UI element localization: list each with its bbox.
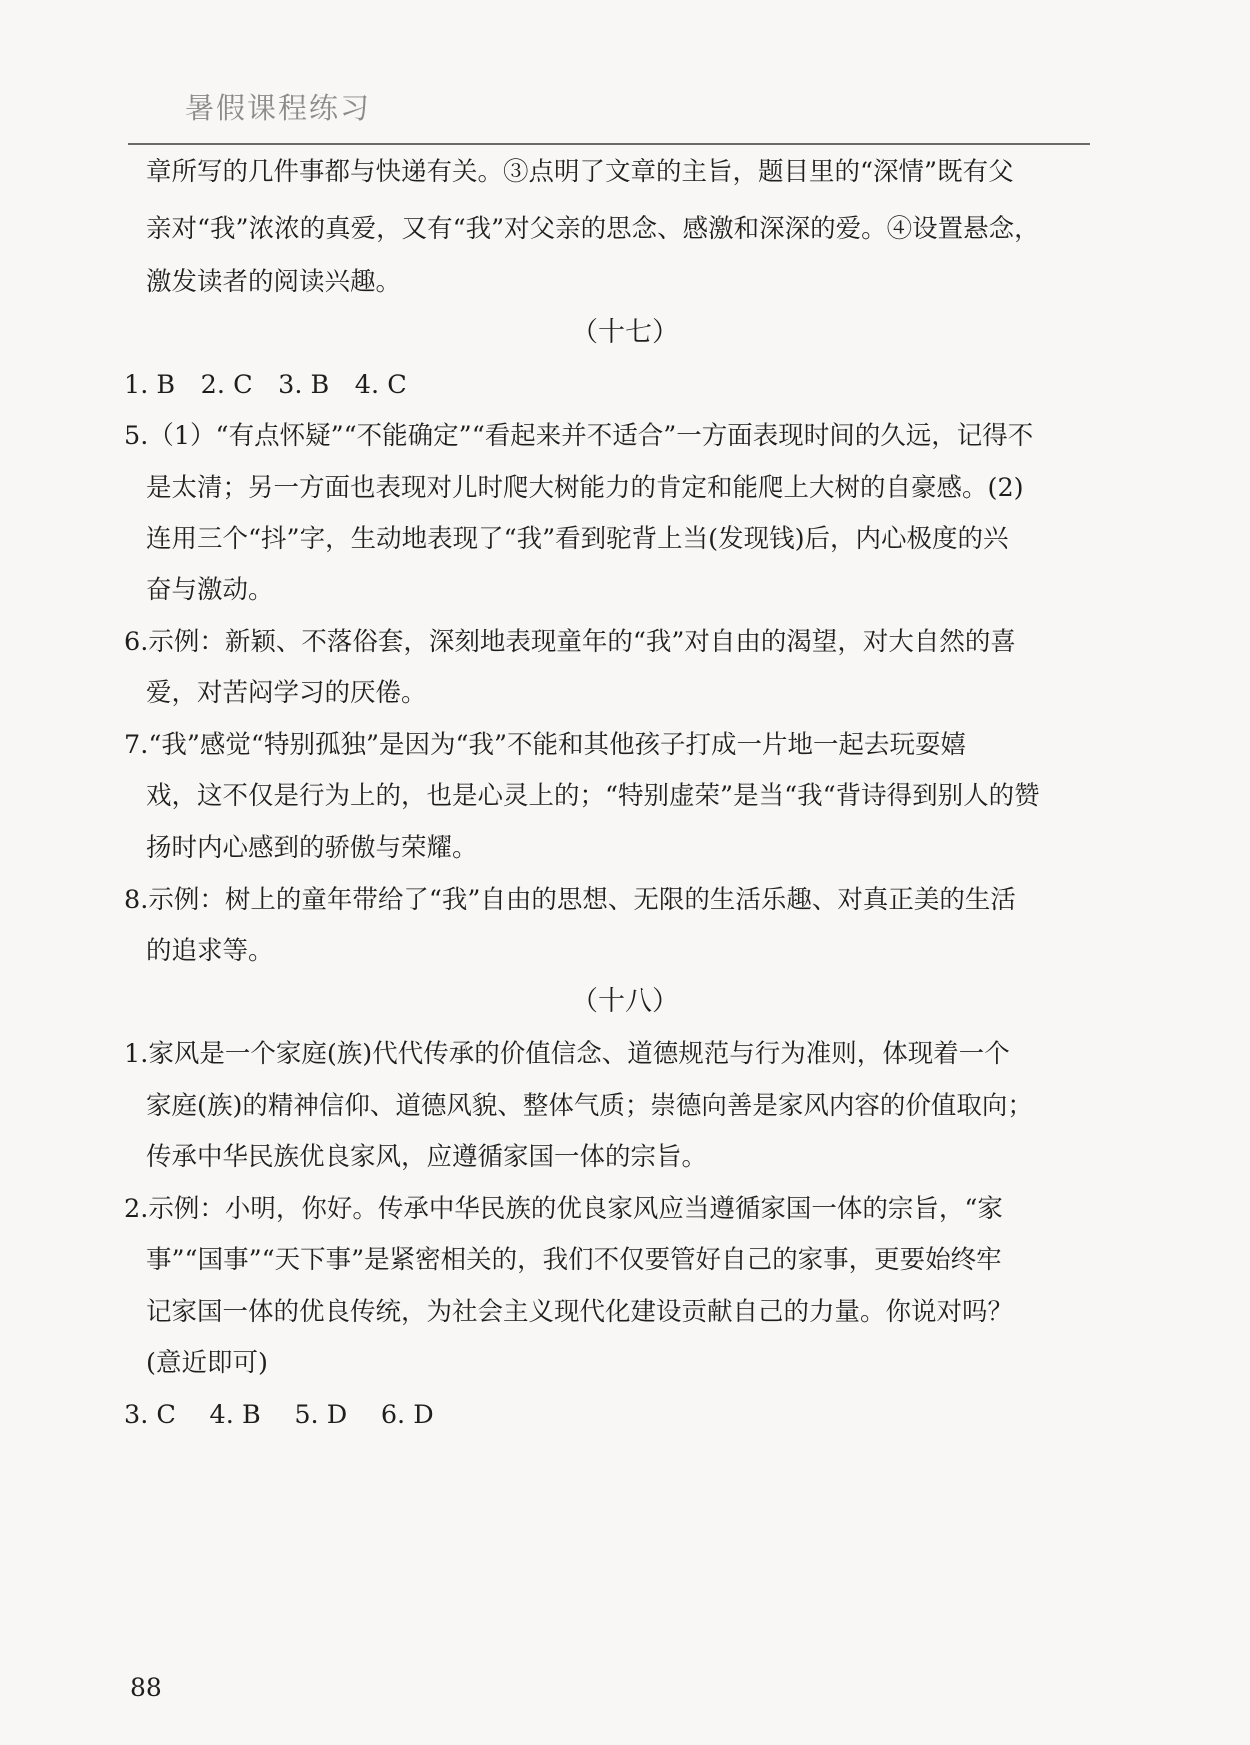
answer-line: 5.（1）“有点怀疑”“不能确定”“看起来并不适合”一方面表现时间的久远，记得不 xyxy=(124,421,1034,451)
answer-line: 爱，对苦闷学习的厌倦。 xyxy=(146,678,427,708)
section-heading-18: （十八） xyxy=(571,986,679,1017)
answer-line: 6.示例：新颖、不落俗套，深刻地表现童年的“我”对自由的渴望，对大自然的喜 xyxy=(124,627,1016,657)
text-line: 激发读者的阅读兴趣。 xyxy=(146,267,402,297)
answer-line: 戏，这不仅是行为上的，也是心灵上的；“特别虚荣”是当“我“背诗得到别人的赞 xyxy=(146,781,1040,811)
answer-line: 8.示例：树上的童年带给了“我”自由的思想、无限的生活乐趣、对真正美的生活 xyxy=(124,885,1016,915)
answer-line: 连用三个“抖”字，生动地表现了“我”看到驼背上当(发现钱)后，内心极度的兴 xyxy=(146,524,1009,554)
answer-line: 3. C 4. B 5. D 6. D xyxy=(124,1400,434,1430)
text-line: 章所写的几件事都与快递有关。③点明了文章的主旨，题目里的“深情”既有父 xyxy=(146,157,1014,187)
answer-line: 传承中华民族优良家风，应遵循家国一体的宗旨。 xyxy=(146,1142,708,1172)
answer-line: 1.家风是一个家庭(族)代代传承的价值信念、道德规范与行为准则，体现着一个 xyxy=(124,1039,1010,1069)
page-number: 88 xyxy=(130,1673,162,1702)
answer-line: 奋与激动。 xyxy=(146,575,274,605)
text-line: 亲对“我”浓浓的真爱，又有“我”对父亲的思念、感激和深深的爱。④设置悬念， xyxy=(146,214,1040,244)
header-divider xyxy=(128,143,1090,145)
answer-line: 记家国一体的优良传统，为社会主义现代化建设贡献自己的力量。你说对吗？ xyxy=(146,1297,1014,1327)
answer-line: 是太清；另一方面也表现对儿时爬大树能力的肯定和能爬上大树的自豪感。(2) xyxy=(146,473,1024,503)
running-header: 暑假课程练习 xyxy=(185,91,372,125)
answer-line: 事”“国事”“天下事”是紧密相关的，我们不仅要管好自己的家事，更要始终牢 xyxy=(146,1245,1002,1275)
answer-line: 家庭(族)的精神信仰、道德风貌、整体气质；崇德向善是家风内容的价值取向； xyxy=(146,1091,1033,1121)
answer-line: 2.示例：小明，你好。传承中华民族的优良家风应当遵循家国一体的宗旨，“家 xyxy=(124,1194,1003,1224)
answer-line: 扬时内心感到的骄傲与荣耀。 xyxy=(146,833,478,863)
answer-line: 7.“我”感觉“特别孤独”是因为“我”不能和其他孩子打成一片地一起去玩耍嬉 xyxy=(124,730,967,760)
answer-line: 的追求等。 xyxy=(146,936,274,966)
answer-line: 1. B 2. C 3. B 4. C xyxy=(124,370,407,400)
answer-line: (意近即可) xyxy=(146,1348,268,1378)
section-heading-17: （十七） xyxy=(571,317,679,348)
